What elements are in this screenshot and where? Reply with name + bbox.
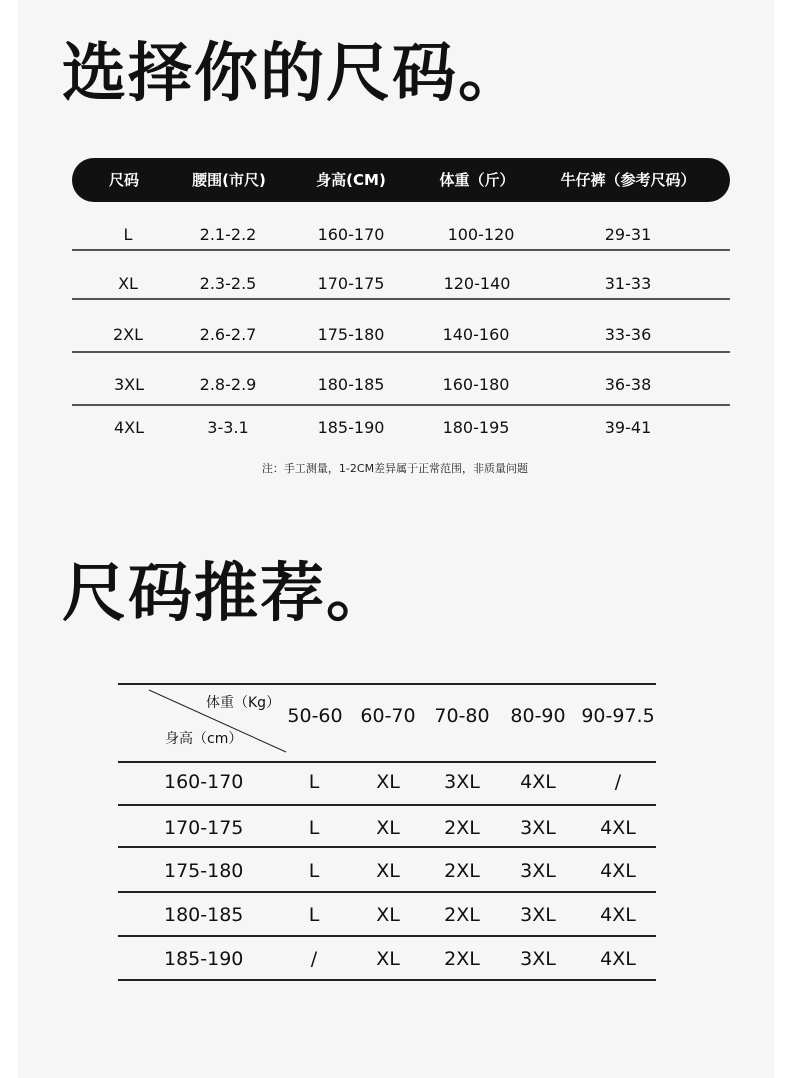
cell-height: 185-190	[317, 418, 385, 437]
recommend-cell: 2XL	[444, 904, 480, 926]
cell-jeans: 36-38	[604, 375, 652, 394]
recommend-cell: XL	[376, 817, 400, 839]
cell-weight: 120-140	[443, 274, 511, 293]
recommend-cell: XL	[376, 771, 400, 793]
cell-size: XL	[118, 274, 138, 293]
row-divider	[118, 935, 656, 937]
recommend-cell: L	[308, 771, 320, 793]
cell-waist: 2.6-2.7	[199, 325, 257, 344]
recommend-cell: 4XL	[520, 771, 556, 793]
recommend-cell: /	[310, 948, 318, 970]
header-weight-range: 80-90	[510, 705, 566, 727]
recommend-cell: L	[308, 904, 320, 926]
recommend-cell: 2XL	[444, 817, 480, 839]
recommend-cell: 3XL	[520, 904, 556, 926]
recommend-cell: 4XL	[600, 817, 636, 839]
recommend-cell: L	[308, 860, 320, 882]
header-height: 身高(CM)	[316, 171, 386, 189]
cell-size: 2XL	[112, 325, 144, 344]
cell-jeans: 29-31	[604, 225, 652, 244]
cell-height: 180-185	[317, 375, 385, 394]
row-divider	[118, 891, 656, 893]
cell-weight: 180-195	[442, 418, 510, 437]
cell-jeans: 33-36	[604, 325, 652, 344]
row-divider	[118, 804, 656, 806]
cell-height: 175-180	[317, 325, 385, 344]
header-size: 尺码	[108, 171, 140, 189]
cell-waist: 2.1-2.2	[199, 225, 257, 244]
row-divider	[118, 846, 656, 848]
header-weight-range: 70-80	[434, 705, 490, 727]
cell-height: 170-175	[317, 274, 385, 293]
row-divider	[118, 761, 656, 763]
recommend-cell: /	[614, 771, 622, 793]
recommend-cell: 2XL	[444, 860, 480, 882]
measurement-note: 注：手工测量，1-2CM差异属于正常范围，非质量问题	[261, 462, 529, 475]
recommend-cell: 4XL	[600, 904, 636, 926]
cell-waist: 2.3-2.5	[199, 274, 257, 293]
row-height-label: 180-185	[164, 904, 244, 926]
row-height-label: 170-175	[164, 817, 244, 839]
row-height-label: 160-170	[164, 771, 244, 793]
recommend-cell: XL	[376, 904, 400, 926]
recommend-cell: 4XL	[600, 860, 636, 882]
cell-size: L	[123, 225, 133, 244]
recommend-cell: 3XL	[520, 817, 556, 839]
table-bottom-border	[118, 979, 656, 981]
corner-weight-label: 体重（Kg）	[206, 695, 281, 711]
cell-jeans: 39-41	[604, 418, 652, 437]
header-weight: 体重（斤）	[439, 171, 515, 189]
row-height-label: 175-180	[164, 860, 244, 882]
recommend-cell: 2XL	[444, 948, 480, 970]
row-height-label: 185-190	[164, 948, 244, 970]
header-weight-range: 60-70	[360, 705, 416, 727]
cell-waist: 2.8-2.9	[199, 375, 257, 394]
recommend-cell: 4XL	[600, 948, 636, 970]
recommend-cell: XL	[376, 860, 400, 882]
corner-height-label: 身高（cm）	[165, 731, 243, 747]
cell-weight: 160-180	[442, 375, 510, 394]
header-weight-range: 50-60	[287, 705, 343, 727]
recommend-cell: 3XL	[520, 860, 556, 882]
section-title-size-recommend: 尺码推荐。	[62, 557, 392, 631]
recommend-cell: XL	[376, 948, 400, 970]
recommend-cell: 3XL	[444, 771, 480, 793]
cell-weight: 140-160	[442, 325, 510, 344]
cell-jeans: 31-33	[604, 274, 652, 293]
header-weight-range: 90-97.5	[581, 705, 655, 727]
cell-height: 160-170	[317, 225, 385, 244]
section-title-choose-size: 选择你的尺码。	[62, 37, 524, 111]
recommend-cell: L	[308, 817, 320, 839]
recommend-cell: 3XL	[520, 948, 556, 970]
cell-size: 4XL	[113, 418, 145, 437]
cell-waist: 3-3.1	[207, 418, 249, 437]
cell-size: 3XL	[113, 375, 145, 394]
header-jeans: 牛仔裤（参考尺码）	[560, 171, 696, 189]
cell-weight: 100-120	[447, 225, 515, 244]
header-waist: 腰围(市尺)	[192, 171, 266, 189]
